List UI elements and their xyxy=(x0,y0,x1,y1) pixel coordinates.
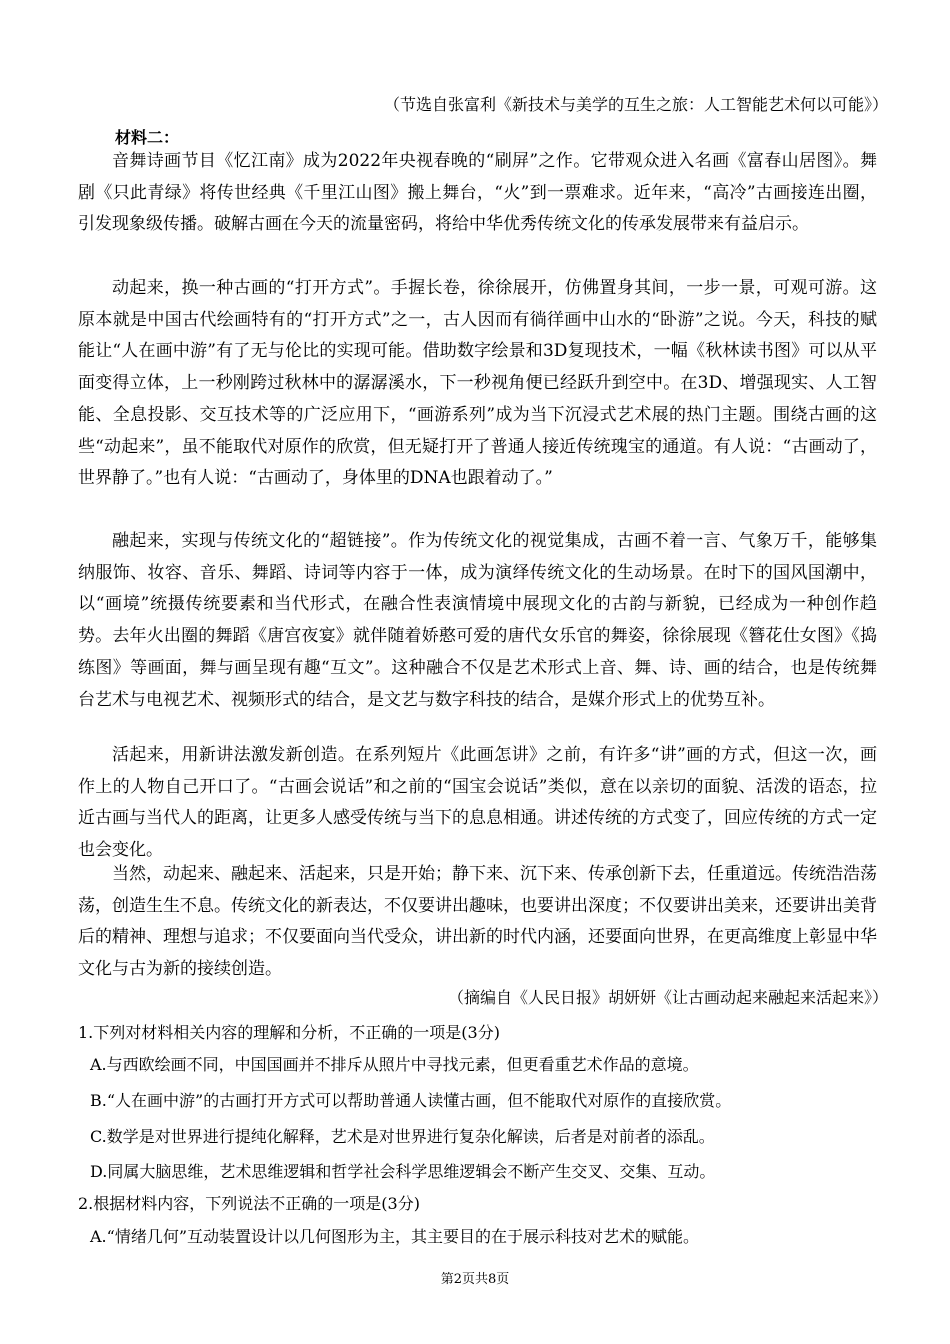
question-1-option-c: C.数学是对世界进行提纯化解释，艺术是对世界进行复杂化解读，后者是对前者的添乱。 xyxy=(90,1127,715,1146)
paragraph: 动起来，换一种古画的“打开方式”。手握长卷，徐徐展开，仿佛置身其间，一步一景，可观可游。这原本就是中国古代绘画特有的“打开方式”之一，古人因而有徜徉画中山水的“卧游”之说。今天，科技的赋能让“人在画中游”有了无与伦比的实现可能。借助数字绘景和3D复现技术，一幅《秋林读书图》可以从平面变得立体，上一秒刚跨过秋林中的潺潺溪水，下一秒视角便已经跃升到空中。在3D、增强现实、人工智能、全息投影、交互技术等的广泛应用下，“画游系列”成为当下沉浸式艺术展的热门主题。围绕古画的这些“动起来”，虽不能取代对原作的欣赏，但无疑打开了普通人接近传统瑰宝的通道。有人说：“古画动了，世界静了。”也有人说：“古画动了，身体里的DNA也跟着动了。” xyxy=(78,278,877,489)
paragraph: 音舞诗画节目《忆江南》成为2022年央视春晚的“刷屏”之作。它带观众进入名画《富春山居图》。舞剧《只此青绿》将传世经典《千里江山图》搬上舞台，“火”到一票难求。近年来，“高冷”古画接连出圈，引发现象级传播。破解古画在今天的流量密码，将给中华优秀传统文化的传承发展带来有益启示。 xyxy=(78,151,877,235)
page-footer: 第2页共8页 xyxy=(440,1272,510,1287)
question-1-option-d: D.同属大脑思维，艺术思维逻辑和哲学社会科学思维逻辑会不断产生交叉、交集、互动。 xyxy=(90,1162,716,1181)
paragraph: 活起来，用新讲法激发新创造。在系列短片《此画怎讲》之前，有许多“讲”画的方式，但这一次，画作上的人物自己开口了。“古画会说话”和之前的“国宝会说话”类似，意在以亲切的面貌、活泼的语态，拉近古画与当代人的距离，让更多人感受传统与当下的息息相通。讲述传统的方式变了，回应传统的方式一定也会变化。 xyxy=(78,745,877,861)
paragraph: 当然，动起来、融起来、活起来，只是开始；静下来、沉下来、传承创新下去，任重道远。传统浩浩荡荡，创造生生不息。传统文化的新表达，不仅要讲出趣味，也要讲出深度；不仅要讲出美来，还要讲出美背后的精神、理想与追求；不仅要面向当代受众，讲出新的时代内涵，还要面向世界，在更高维度上彰显中华文化与古为新的接续创造。 xyxy=(78,864,877,980)
question-1-option-b: B.“人在画中游”的古画打开方式可以帮助普通人读懂古画，但不能取代对原作的直接欣赏。 xyxy=(90,1091,732,1110)
question-1-option-a: A.与西欧绘画不同，中国国画并不排斥从照片中寻找元素，但更看重艺术作品的意境。 xyxy=(90,1055,699,1074)
source-citation-top: （节选自张富利《新技术与美学的互生之旅：人工智能艺术何以可能》） xyxy=(383,95,888,114)
source-citation-bottom: （摘编自《人民日报》胡妍妍《让古画动起来融起来活起来》） xyxy=(447,988,888,1007)
question-2-option-a: A.“情绪几何”互动装置设计以几何图形为主，其主要目的在于展示科技对艺术的赋能。 xyxy=(90,1227,700,1246)
material-heading: 材料二： xyxy=(115,128,180,147)
question-2-stem: 2.根据材料内容，下列说法不正确的一项是(3分) xyxy=(78,1194,420,1213)
paragraph: 融起来，实现与传统文化的“超链接”。作为传统文化的视觉集成，古画不着一言、气象万千，能够集纳服饰、妆容、音乐、舞蹈、诗词等内容于一体，成为演绎传统文化的生动场景。在时下的国风国潮中，以“画境”统摄传统要素和当代形式，在融合性表演情境中展现文化的古韵与新貌，已经成为一种创作趋势。去年火出圈的舞蹈《唐宫夜宴》就伴随着娇憨可爱的唐代女乐官的舞姿，徐徐展现《簪花仕女图》《捣练图》等画面，舞与画呈现有趣“互文”。这种融合不仅是艺术形式上音、舞、诗、画的结合，也是传统舞台艺术与电视艺术、视频形式的结合，是文艺与数字科技的结合，是媒介形式上的优势互补。 xyxy=(78,531,877,710)
question-1-stem: 1.下列对材料相关内容的理解和分析，不正确的一项是(3分) xyxy=(78,1023,500,1042)
